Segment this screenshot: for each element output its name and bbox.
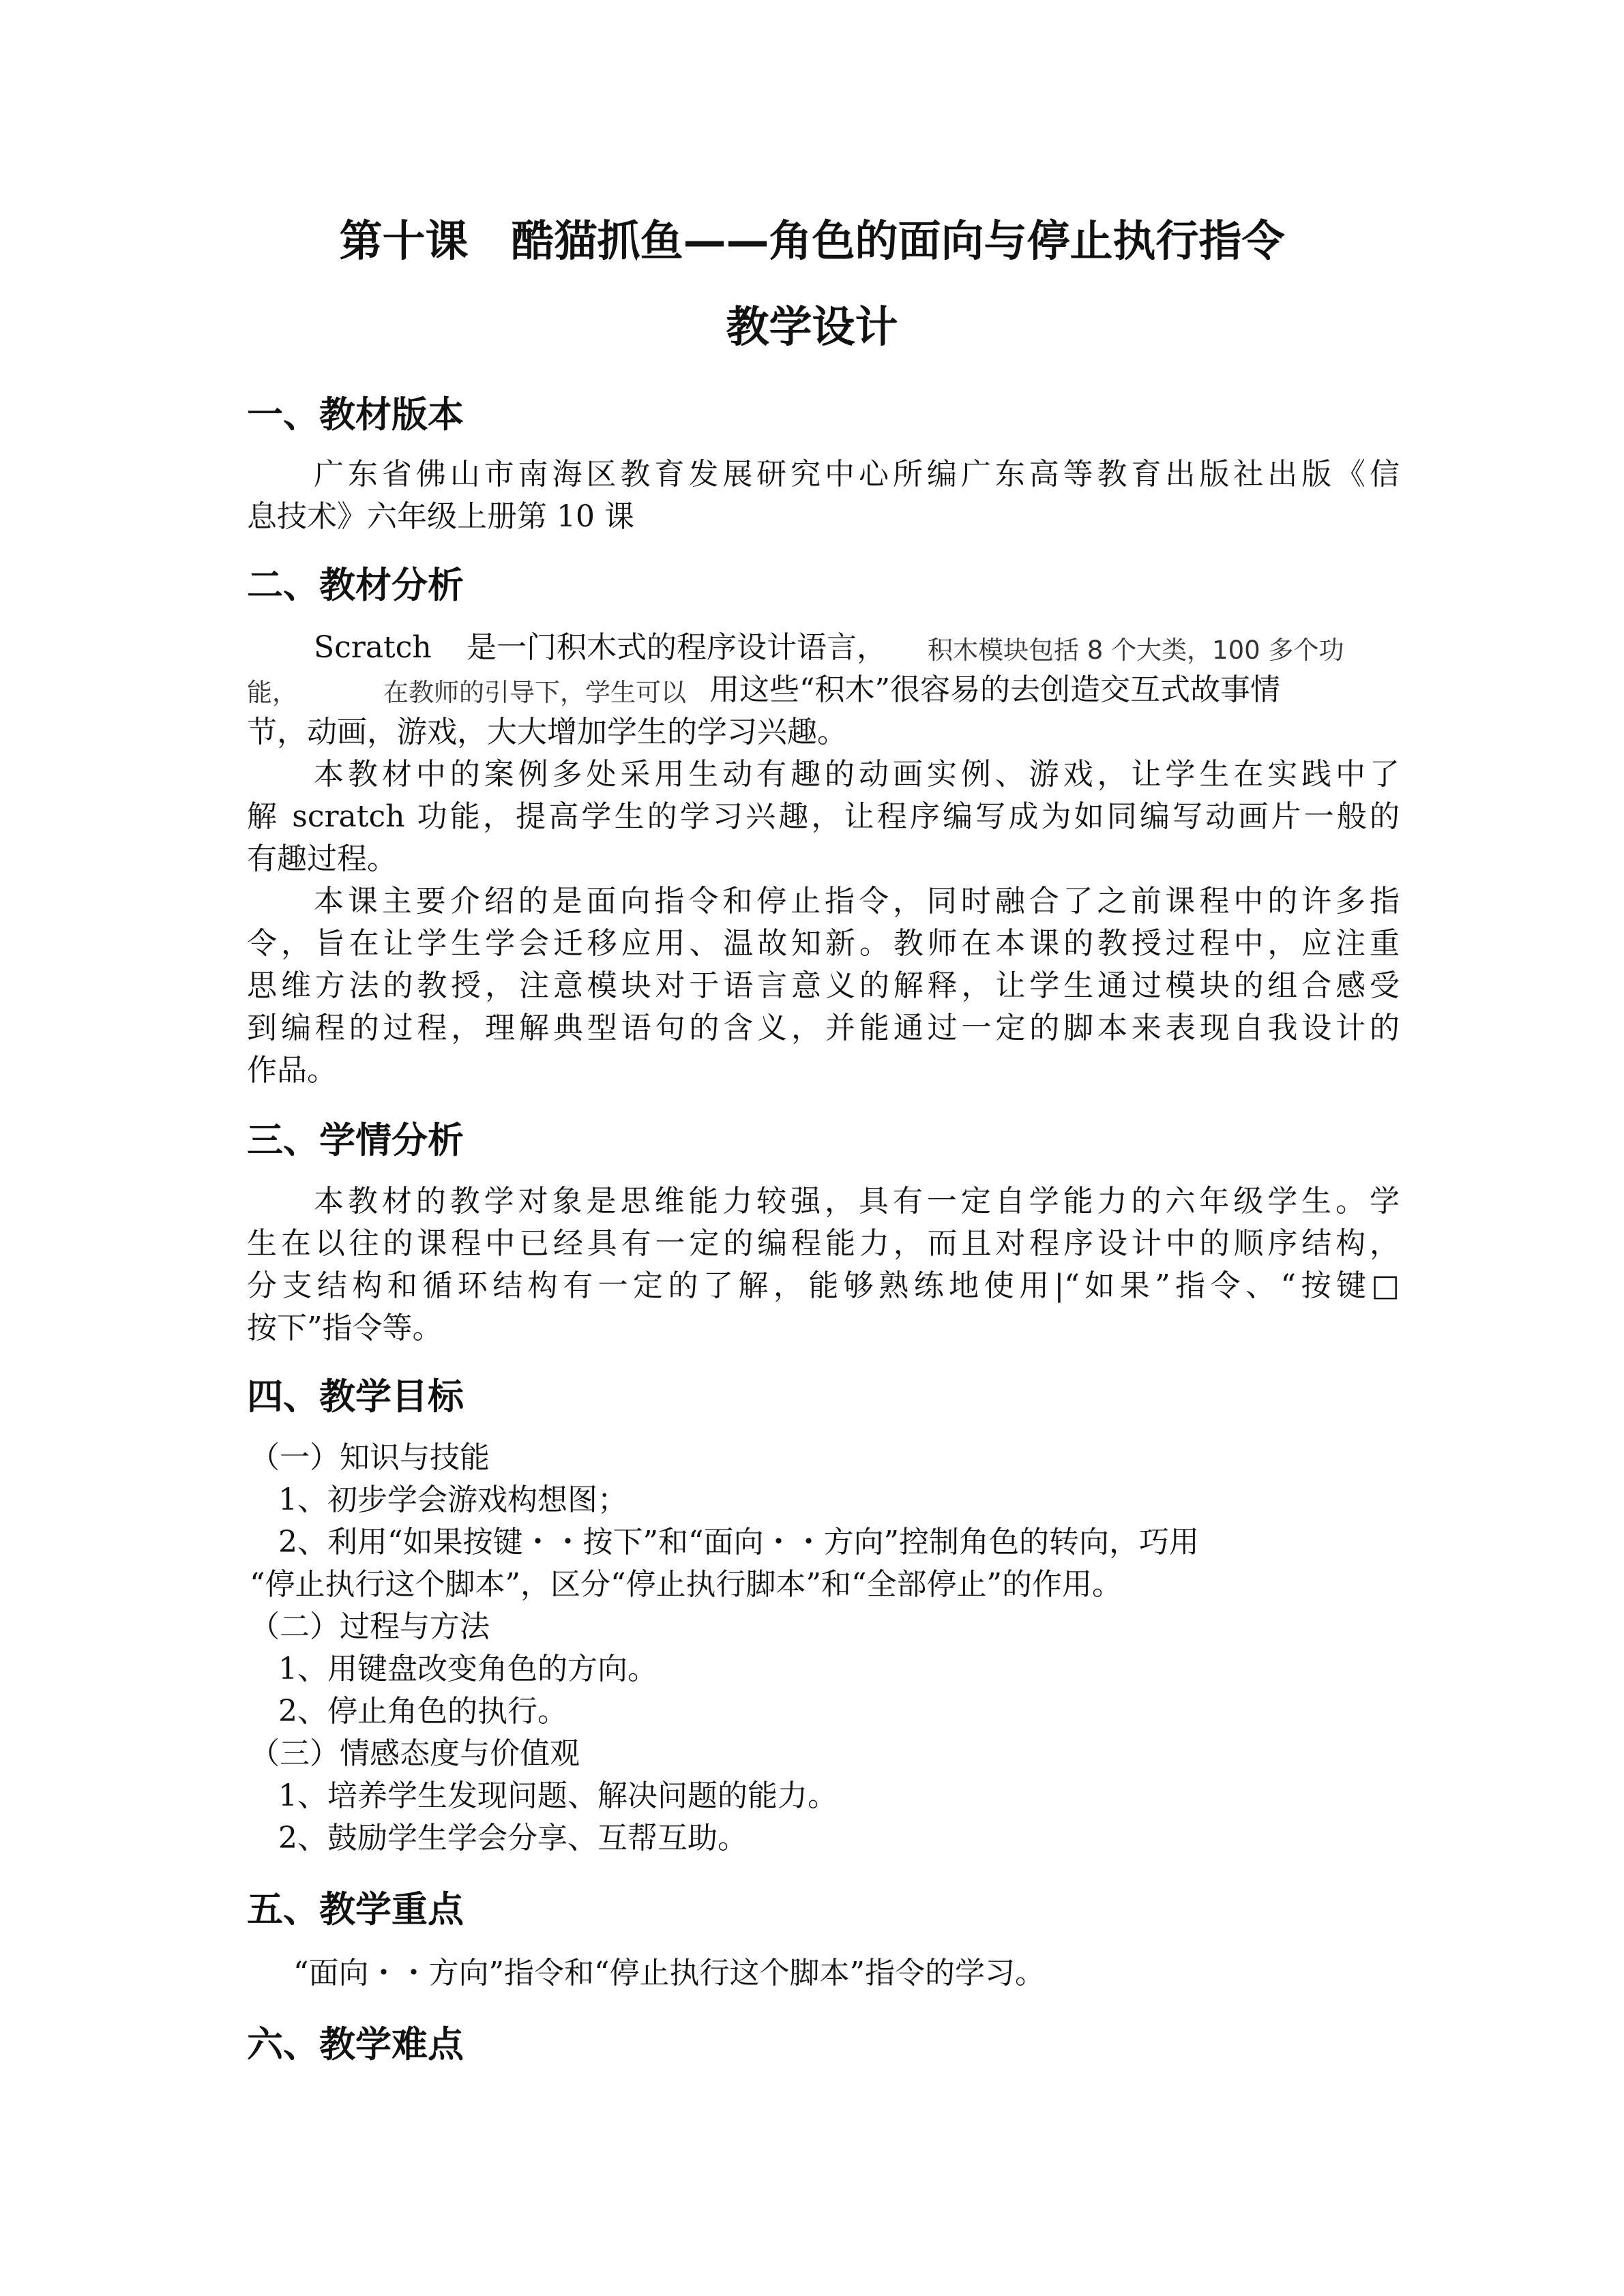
subheading-knowledge-skills: （一）知识与技能: [250, 1440, 490, 1475]
section-heading-key-points: 五、教学重点: [247, 1889, 464, 1930]
paragraph-line: 本教材的教学对象是思维能力较强，具有一定自学能力的六年级学生。学: [314, 1184, 1400, 1219]
list-item: 1、初步学会游戏构想图；: [278, 1482, 628, 1517]
paragraph-line: 息技术》六年级上册第 10 课: [247, 499, 634, 534]
paragraph-line: 节，动画，游戏，大大增加学生的学习兴趣。: [247, 715, 847, 749]
list-item: 1、培养学生发现问题、解决问题的能力。: [278, 1778, 838, 1813]
text-run: 是一门积木式的程序设计语言，: [467, 630, 887, 665]
text-run: 能，: [247, 678, 297, 707]
subheading-process-methods: （二）过程与方法: [250, 1609, 490, 1644]
text-run: 积木模块包括 8 个大类，100 多个功: [928, 636, 1344, 665]
paragraph-line: 广东省佛山市南海区教育发展研究中心所编广东高等教育出版社出版《信: [314, 457, 1400, 492]
text-run: 在教师的引导下，学生可以: [383, 678, 686, 707]
list-item-continued: “停止执行这个脚本”，区分“停止执行脚本”和“全部停止”的作用。: [250, 1567, 1122, 1602]
list-item: 2、鼓励学生学会分享、互帮互助。: [278, 1821, 748, 1855]
paragraph-line: 到编程的过程，理解典型语句的含义，并能通过一定的脚本来表现自我设计的: [247, 1011, 1400, 1045]
list-item: 2、利用“如果按键・・按下”和“面向・・方向”控制角色的转向，巧用: [278, 1525, 1199, 1560]
section-heading-edition: 一、教材版本: [247, 394, 464, 436]
paragraph-line: 分支结构和循环结构有一定的了解，能够熟练地使用|“如果”指令、“按键□: [247, 1268, 1400, 1303]
subheading-attitude-values: （三）情感态度与价值观: [250, 1736, 580, 1771]
paragraph-line: “面向・・方向”指令和“停止执行这个脚本”指令的学习。: [293, 1956, 1045, 1991]
list-item: 1、用键盘改变角色的方向。: [278, 1652, 658, 1686]
text-run: Scratch: [314, 630, 432, 665]
document-title: 第十课 酷猫抓鱼——角色的面向与停止执行指令: [339, 216, 1285, 266]
paragraph-line: 作品。: [247, 1053, 337, 1088]
paragraph-line: 本课主要介绍的是面向指令和停止指令，同时融合了之前课程中的许多指: [314, 884, 1400, 919]
paragraph-line: 按下”指令等。: [247, 1311, 443, 1345]
list-item: 2、停止角色的执行。: [278, 1694, 567, 1729]
paragraph-line: 解 scratch 功能，提高学生的学习兴趣，让程序编写成为如同编写动画片一般的: [247, 799, 1400, 834]
section-heading-material-analysis: 二、教材分析: [247, 565, 464, 606]
section-heading-learner-analysis: 三、学情分析: [247, 1120, 464, 1161]
paragraph-line: 令，旨在让学生学会迁移应用、温故知新。教师在本课的教授过程中，应注重: [247, 926, 1400, 961]
paragraph-line: 本教材中的案例多处采用生动有趣的动画实例、游戏，让学生在实践中了: [314, 757, 1400, 792]
paragraph-line: 生在以往的课程中已经具有一定的编程能力，而且对程序设计中的顺序结构，: [247, 1226, 1400, 1261]
section-heading-difficulties: 六、教学难点: [247, 2024, 464, 2066]
paragraph-line: 思维方法的教授，注意模块对于语言意义的解释，让学生通过模块的组合感受: [247, 968, 1400, 1003]
paragraph-line: 有趣过程。: [247, 841, 397, 876]
section-heading-teaching-goals: 四、教学目标: [247, 1376, 464, 1418]
text-run: 用这些“积木”很容易的去创造交互式故事情: [709, 672, 1280, 707]
document-subtitle: 教学设计: [726, 302, 898, 352]
